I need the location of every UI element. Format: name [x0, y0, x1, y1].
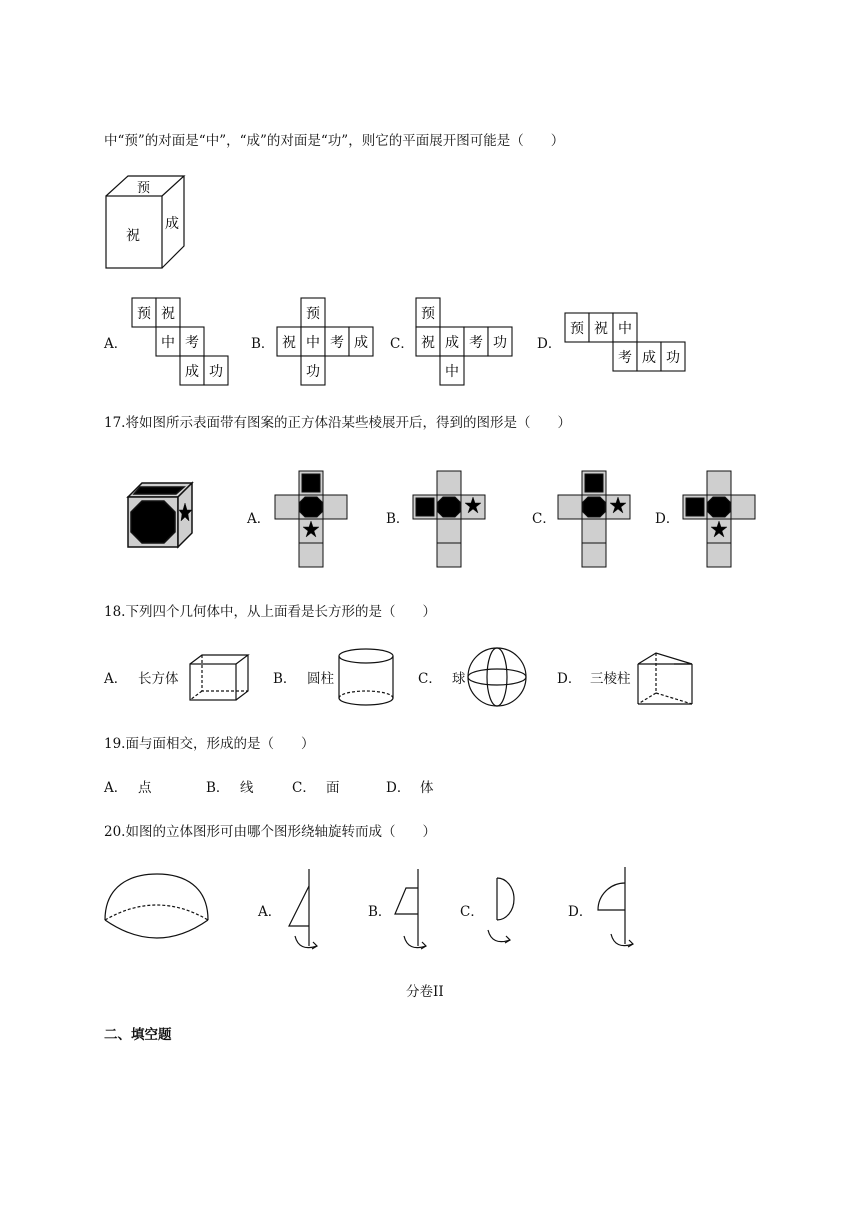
net-d-cell-6: 功: [666, 350, 680, 366]
q19-option-a-label: 点: [138, 780, 152, 796]
q17-option-a-net[interactable]: [272, 470, 352, 570]
q20-option-b-shape[interactable]: [392, 866, 432, 958]
cube-side-face-label: 成: [165, 216, 179, 232]
q20-option-d-letter[interactable]: D．: [568, 904, 593, 920]
triangular-prism-icon: [635, 650, 699, 708]
q18-option-a-label: 长方体: [138, 671, 179, 687]
solid-figure-20: [100, 868, 214, 938]
q18-option-b-label: 圆柱: [307, 671, 334, 687]
net-a-cell-6: 功: [209, 364, 223, 380]
q18-option-b-letter[interactable]: B．: [273, 671, 297, 687]
net-b-cell-4: 考: [330, 335, 344, 351]
q17-option-c-letter[interactable]: C．: [532, 511, 556, 527]
net-a-cell-2: 祝: [161, 306, 175, 322]
net-a-cell-3: 中: [161, 335, 175, 351]
net-c-cell-6: 中: [445, 364, 459, 380]
q20-option-a-letter[interactable]: A．: [258, 904, 282, 920]
net-d-cell-2: 祝: [594, 321, 608, 337]
net-d-cell-4: 考: [618, 350, 632, 366]
cube-front-face-label: 祝: [126, 228, 140, 244]
net-d-cell-1: 预: [570, 321, 584, 337]
q20-option-c-shape[interactable]: [484, 874, 524, 952]
q19-option-d-letter[interactable]: D．: [386, 780, 411, 796]
q18-option-d-letter[interactable]: D．: [557, 671, 582, 687]
cylinder-icon: [336, 646, 396, 708]
q19-option-c-letter[interactable]: C．: [292, 780, 316, 796]
net-a-cell-1: 预: [137, 306, 151, 322]
net-b-cell-6: 功: [306, 364, 320, 380]
q18-option-c-letter[interactable]: C．: [418, 671, 442, 687]
question-16-stem: 中“预”的对面是“中”，“成”的对面是“功”，则它的平面展开图可能是（ ）: [104, 133, 565, 149]
net-c-cell-5: 功: [493, 335, 507, 351]
q16-option-d-letter[interactable]: D．: [537, 336, 562, 352]
q16-option-b-letter[interactable]: B．: [251, 336, 275, 352]
net-a-cell-4: 考: [185, 335, 199, 351]
net-c-cell-4: 考: [469, 335, 483, 351]
section-divider: 分卷II: [406, 984, 444, 1000]
net-b-cell-1: 预: [306, 306, 320, 322]
q20-option-c-letter[interactable]: C．: [460, 904, 484, 920]
q20-option-d-shape[interactable]: [594, 864, 638, 958]
net-b-cell-5: 成: [354, 335, 368, 351]
q17-option-d-letter[interactable]: D．: [655, 511, 680, 527]
question-17-stem: 17.将如图所示表面带有图案的正方体沿某些棱展开后，得到的图形是（ ）: [104, 415, 571, 431]
q17-option-b-letter[interactable]: B．: [386, 511, 410, 527]
q17-option-b-net[interactable]: [410, 470, 490, 570]
q18-option-d-label: 三棱柱: [590, 671, 631, 687]
q16-option-c-letter[interactable]: C．: [390, 336, 414, 352]
q19-option-c-label: 面: [326, 780, 340, 796]
cube-top-face-label: 预: [137, 181, 151, 196]
question-20-stem: 20.如图的立体图形可由哪个图形绕轴旋转而成（ ）: [104, 824, 436, 840]
q16-option-c-net[interactable]: [414, 296, 514, 392]
net-b-cell-2: 祝: [282, 335, 296, 351]
q20-option-a-shape[interactable]: [283, 866, 323, 958]
cube-figure-16: [100, 170, 190, 274]
question-19-stem: 19.面与面相交，形成的是（ ）: [104, 736, 315, 752]
q19-option-b-label: 线: [240, 780, 254, 796]
net-d-cell-5: 成: [642, 350, 656, 366]
question-18-stem: 18.下列四个几何体中，从上面看是长方形的是（ ）: [104, 604, 436, 620]
net-b-cell-3: 中: [306, 335, 320, 351]
q17-option-d-net[interactable]: [680, 470, 760, 570]
net-d-cell-3: 中: [618, 321, 632, 337]
cuboid-icon: [186, 652, 252, 704]
net-c-cell-1: 预: [421, 306, 435, 322]
q16-option-a-letter[interactable]: A．: [104, 336, 128, 352]
q16-option-d-net[interactable]: [563, 311, 687, 377]
q16-option-b-net[interactable]: [275, 296, 375, 392]
net-a-cell-5: 成: [185, 364, 199, 380]
q18-option-c-label: 球: [452, 671, 466, 687]
q17-option-c-net[interactable]: [555, 470, 635, 570]
q19-option-a-letter[interactable]: A．: [104, 780, 128, 796]
section-heading: 二、填空题: [104, 1027, 172, 1043]
q17-option-a-letter[interactable]: A．: [247, 511, 271, 527]
q16-option-a-net[interactable]: [130, 296, 230, 392]
q19-option-b-letter[interactable]: B．: [206, 780, 230, 796]
net-c-cell-2: 祝: [421, 335, 435, 351]
q19-option-d-label: 体: [420, 780, 434, 796]
patterned-cube-figure-17: [124, 479, 198, 551]
net-c-cell-3: 成: [445, 335, 459, 351]
q18-option-a-letter[interactable]: A．: [104, 671, 128, 687]
q20-option-b-letter[interactable]: B．: [368, 904, 392, 920]
sphere-icon: [465, 645, 529, 709]
